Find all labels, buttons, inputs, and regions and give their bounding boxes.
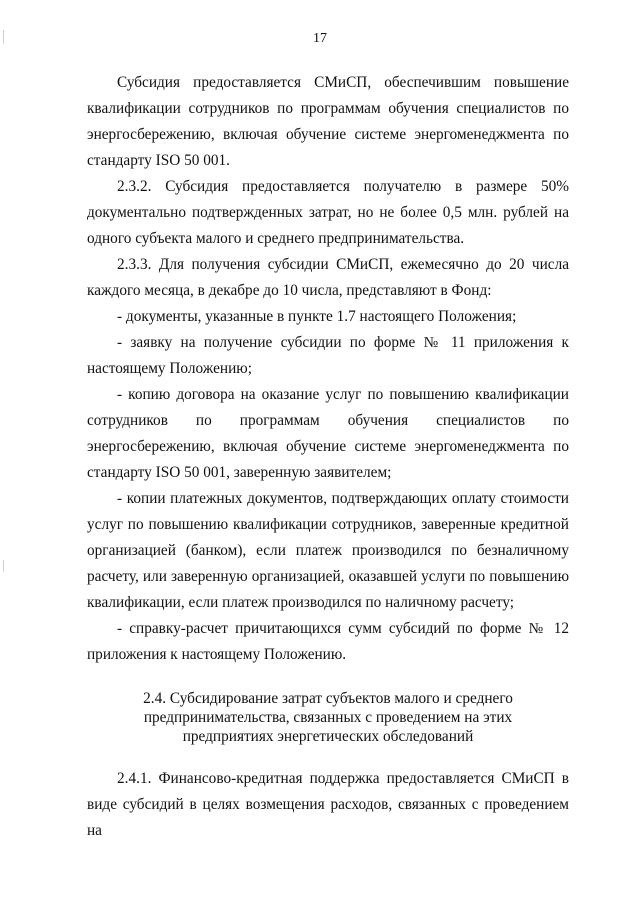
paragraph: 2.3.3. Для получения субсидии СМиСП, ежемесячно до 20 числа каждого месяца, в декабре до 10 числа, представляют в Фонд:	[87, 256, 569, 299]
heading-line: предприятиях энергетических обследований	[182, 728, 474, 745]
list-item: - копии платежных документов, подтверждающих оплату стоимости услуг по повышению квалификации сотрудников, заверенные кредитной организацией (банком), если платеж производился по безналичному расчету, или заверенную организацией, оказавшей услуги по повышению квалификации, если платеж производился по наличному расчету;	[87, 490, 569, 611]
list-item: - документы, указанные в пункте 1.7 настоящего Положения;	[117, 308, 517, 325]
list-item: - копию договора на оказание услуг по повышению квалификации сотрудников по программам обучения специалистов по энергосбережению, включая обучение системе энергоменеджмента по стандарту ISO 50 001, заверенную заявителем;	[87, 386, 569, 481]
paragraph: Субсидия предоставляется СМиСП, обеспечившим повышение квалификации сотрудников по программам обучения специалистов по энергосбережению, включая обучение системе энергоменеджмента по стандарту ISO 50 001.	[87, 74, 569, 169]
section-heading	[87, 689, 569, 746]
body-text	[87, 70, 569, 668]
heading-line: предпринимательства, связанных с проведением на этих	[143, 709, 513, 726]
page-number: 17	[313, 31, 327, 46]
paragraph: 2.4.1. Финансово-кредитная поддержка предоставляется СМиСП в виде субсидий в целях возмещения расходов, связанных с проведением на	[87, 770, 569, 839]
list-item: - заявку на получение субсидии по форме № 11 приложения к настоящему Положению;	[87, 334, 569, 377]
list-item: - справку-расчет причитающихся сумм субсидий по форме № 12 приложения к настоящему Положению.	[87, 620, 569, 663]
heading-line: 2.4. Субсидирование затрат субъектов малого и среднего	[143, 690, 513, 707]
scan-edge-mark	[3, 560, 4, 572]
paragraph: 2.3.2. Субсидия предоставляется получателю в размере 50% документально подтвержденных затрат, но не более 0,5 млн. рублей на одного субъекта малого и среднего предпринимательства.	[87, 178, 569, 247]
